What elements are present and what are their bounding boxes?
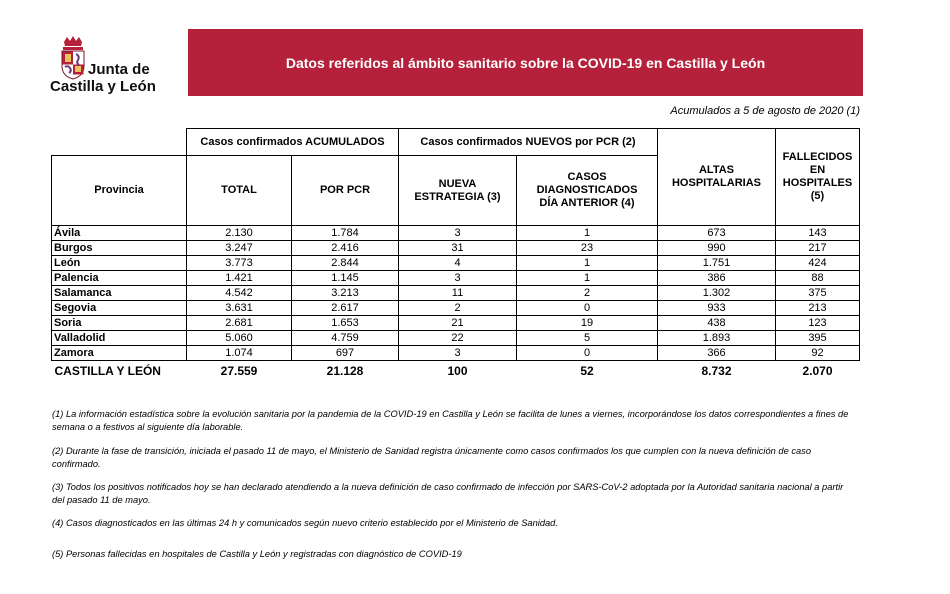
header-por-pcr: POR PCR [292,156,399,226]
cell-altas: 990 [658,241,776,256]
table-row [52,346,860,361]
table-row [52,301,860,316]
cell-nueva: 21 [399,316,517,331]
cell-fallecidos: 92 [776,346,860,361]
footnote-1: (1) La información estadística sobre la evolución sanitaria por la pandemia de la COVID-19 en Castilla y León se facilita de lunes a viernes, incorporándose los datos correspondientes a fines de semana o a festivos al siguiente día laborable. [52,409,849,432]
cell-total: 1.074 [187,346,292,361]
cell-casos: 5 [517,331,658,346]
cell-altas: 366 [658,346,776,361]
header-fall-line3: HOSPITALES [782,177,853,189]
footnote-2: (2) Durante la fase de transición, iniciada el pasado 11 de mayo, el Ministerio de Sanidad registra únicamente como casos confirmados los que cumplen con la nueva definición de caso confirmado. [52,446,811,469]
cell-fallecidos: 143 [776,226,860,241]
header-altas-line1: ALTAS [698,164,735,176]
cell-total: 2.681 [187,316,292,331]
cell-nueva: 31 [399,241,517,256]
cell-altas: 386 [658,271,776,286]
cell-provincia: Zamora [52,346,187,361]
header-provincia: Provincia [52,156,187,226]
header-altas [658,129,776,226]
total-pcr: 21.128 [326,364,364,379]
cell-casos: 23 [517,241,658,256]
cell-nueva: 11 [399,286,517,301]
cell-casos: 19 [517,316,658,331]
table-row [52,226,860,241]
cell-pcr: 1.784 [292,226,399,241]
cell-provincia: Segovia [52,301,187,316]
cell-provincia: Palencia [52,271,187,286]
header-fallecidos [776,129,860,226]
cell-provincia: León [52,256,187,271]
header-nuevos: Casos confirmados NUEVOS por PCR (2) [399,129,658,156]
table-row [52,241,860,256]
cell-total: 3.773 [187,256,292,271]
table-row [52,286,860,301]
header-altas-line2: HOSPITALARIAS [671,177,762,189]
cell-nueva: 4 [399,256,517,271]
cell-nueva: 2 [399,301,517,316]
cell-pcr: 1.145 [292,271,399,286]
cell-pcr: 697 [292,346,399,361]
cell-pcr: 2.844 [292,256,399,271]
cell-total: 3.631 [187,301,292,316]
total-altas: 8.732 [701,364,732,379]
cell-altas: 673 [658,226,776,241]
junta-logo [50,36,170,96]
cell-provincia: Valladolid [52,331,187,346]
header-acumulados: Casos confirmados ACUMULADOS [187,129,399,156]
logo-line-2: Castilla y León [50,78,156,95]
footnote-5: (5) Personas fallecidas en hospitales de Castilla y León y registradas con diagnóstico de COVID-19 [52,549,462,559]
coat-of-arms-icon [58,36,88,80]
cell-casos: 1 [517,256,658,271]
header-total: TOTAL [187,156,292,226]
total-provincia: CASTILLA Y LEÓN [54,364,161,379]
page-title: Datos referidos al ámbito sanitario sobre la COVID-19 en Castilla y León [285,54,766,71]
cell-casos: 0 [517,346,658,361]
cell-casos: 1 [517,271,658,286]
cell-casos: 2 [517,286,658,301]
footnote-3: (3) Todos los positivos notificados hoy se han declarado atendiendo a la nueva definición de caso confirmado de infección por SARS-CoV-2 adoptada por la Autoridad sanitaria nacional a partir del pasado 11 de mayo. [52,482,844,505]
header-group-row [52,129,860,156]
cell-pcr: 1.653 [292,316,399,331]
header-fall-line1: FALLECIDOS [782,151,853,163]
total-total: 27.559 [220,364,258,379]
cell-total: 1.421 [187,271,292,286]
header-casos-line1: CASOS [567,171,607,183]
cell-nueva: 3 [399,226,517,241]
table-row [52,256,860,271]
cell-pcr: 3.213 [292,286,399,301]
cell-nueva: 3 [399,271,517,286]
header-nueva-estrategia [399,156,517,226]
cell-fallecidos: 395 [776,331,860,346]
cell-total: 3.247 [187,241,292,256]
cell-casos: 0 [517,301,658,316]
logo-line-1: Junta de [88,61,150,78]
cell-provincia: Salamanca [52,286,187,301]
total-row [52,361,860,383]
cell-total: 2.130 [187,226,292,241]
cell-pcr: 4.759 [292,331,399,346]
footnotes [52,408,852,571]
cell-altas: 1.893 [658,331,776,346]
cell-fallecidos: 217 [776,241,860,256]
footnote-4: (4) Casos diagnosticados en las últimas 24 h y comunicados según nuevo criterio establecido por el Ministerio de Sanidad. [52,518,558,528]
header-casos-line3: DÍA ANTERIOR (4) [539,197,635,209]
cell-provincia: Burgos [52,241,187,256]
header-empty-cell [52,129,187,156]
header-fall-line4: (5) [810,190,825,202]
cell-casos: 1 [517,226,658,241]
cell-pcr: 2.617 [292,301,399,316]
table-row [52,271,860,286]
cell-fallecidos: 375 [776,286,860,301]
table-row [52,331,860,346]
total-casos: 52 [580,364,594,379]
header-nueva-line2: ESTRATEGIA (3) [414,190,501,203]
total-nueva: 100 [447,364,468,379]
header-nueva-line1: NUEVA [438,177,477,190]
cell-fallecidos: 123 [776,316,860,331]
header-fall-line2: EN [809,164,826,176]
date-note: Acumulados a 5 de agosto de 2020 (1) [670,105,860,117]
cell-fallecidos: 424 [776,256,860,271]
cell-total: 5.060 [187,331,292,346]
covid-data-table [51,128,860,383]
title-banner [188,29,863,96]
cell-altas: 1.302 [658,286,776,301]
cell-altas: 438 [658,316,776,331]
cell-fallecidos: 213 [776,301,860,316]
cell-nueva: 3 [399,346,517,361]
cell-altas: 1.751 [658,256,776,271]
cell-altas: 933 [658,301,776,316]
cell-provincia: Ávila [52,226,187,241]
total-fallecidos: 2.070 [802,364,833,379]
table-row [52,316,860,331]
header-casos-diagnosticados [517,156,658,226]
cell-provincia: Soria [52,316,187,331]
cell-pcr: 2.416 [292,241,399,256]
cell-total: 4.542 [187,286,292,301]
cell-nueva: 22 [399,331,517,346]
cell-fallecidos: 88 [776,271,860,286]
header-casos-line2: DIAGNOSTICADOS [536,184,638,196]
